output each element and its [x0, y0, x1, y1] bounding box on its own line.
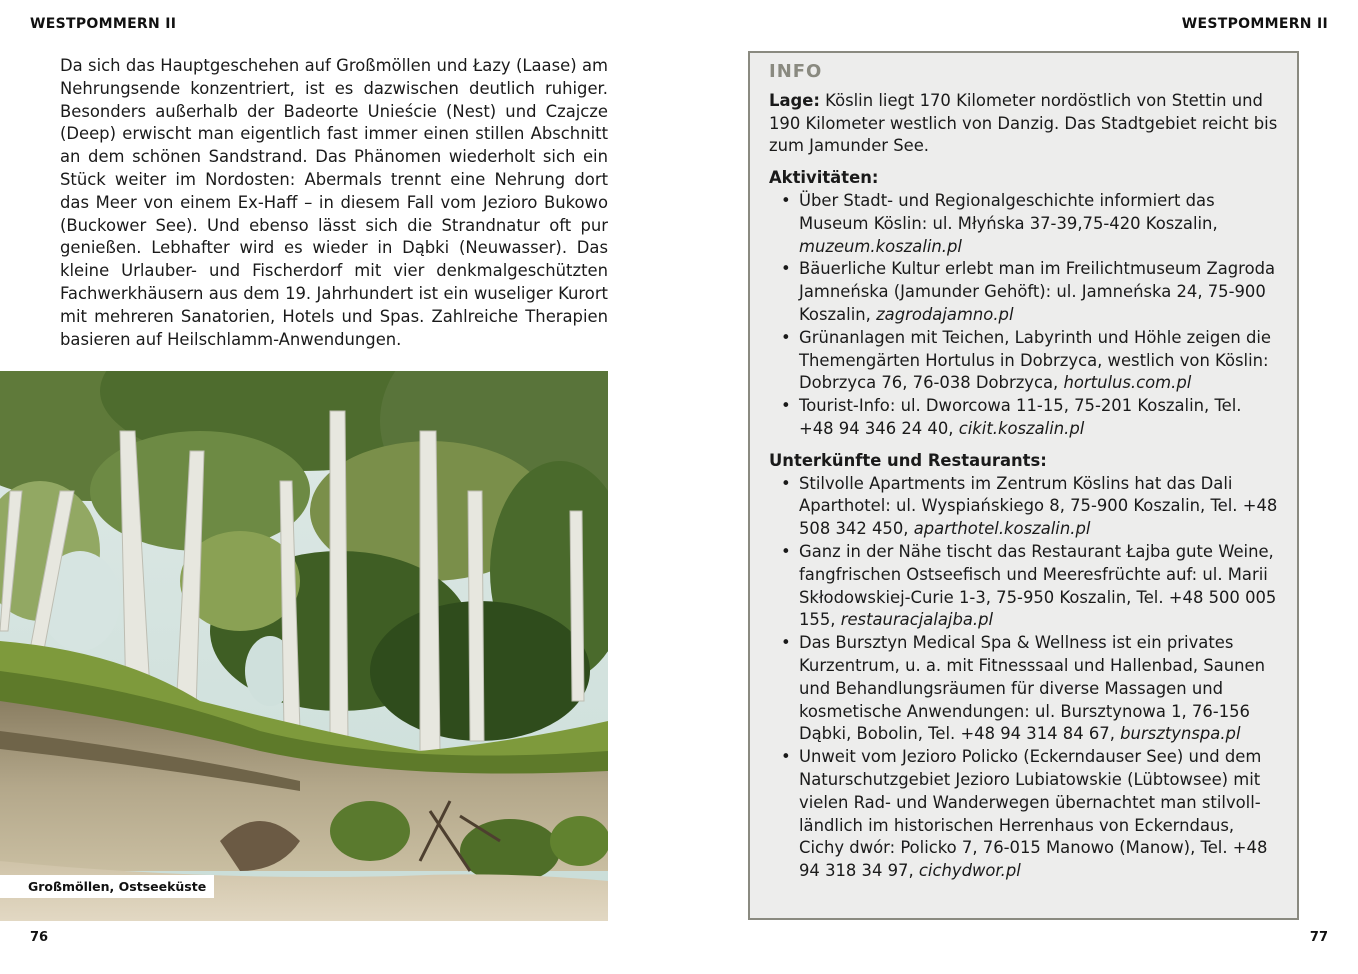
unterkuenfte-heading: Unterkünfte und Restaurants: [769, 450, 1047, 470]
unterkuenfte-list [769, 473, 1279, 883]
web-link[interactable]: restauracjalajba.pl [840, 610, 994, 630]
page-number-right: 77 [1309, 930, 1328, 945]
list-item: • Über Stadt- und Regionalgeschichte informiert das Museum Köslin: ul. Młyńska 37-39,75-420 Koszalin, muzeum.koszalin.pl [781, 190, 1218, 256]
aktivitaeten-heading: Aktivitäten: [769, 168, 879, 188]
lage-label: Lage: [769, 90, 820, 110]
info-title: INFO [769, 61, 823, 82]
list-item: • Stilvolle Apartments im Zentrum Köslins hat das Dali Aparthotel: ul. Wyspiańskiego 8, 75-900 Koszalin, Tel. +48 508 342 450, aparthotel.koszalin.pl [781, 473, 1278, 539]
list-item: • Das Bursztyn Medical Spa & Wellness ist ein privates Kurzentrum, u. a. mit Fitnesssaal und Hallenbad, Saunen und Behandlungsräumen für diverse Massagen und kosmetische Anwendungen: ul. Bursztynowa 1, 76-156 Dąbki, Bobolin, Tel. +48 94 314 84 67, bursztynspa.pl [781, 633, 1265, 744]
lage-text: Köslin liegt 170 Kilometer nordöstlich von Stettin und 190 Kilometer westlich von Danzig. Das Stadtgebiet reicht bis zum Jamunder See. [769, 90, 1278, 156]
info-box [748, 51, 1299, 920]
page-number-left: 76 [30, 930, 49, 945]
beach-forest-photo [0, 371, 608, 921]
list-item: • Unweit vom Jezioro Policko (Eckerndauser See) und dem Naturschutzgebiet Jezioro Lubiatowskie (Lübtowsee) mit vielen Rad- und Wanderwegen übernachtet man stilvoll-ländlich im historischen Herrenhaus von Eckerndaus, Cichy dwór: Policko 7, 76-015 Manowo (Manow), Tel. +48 94 318 34 97, cichydwor.pl [781, 747, 1268, 881]
list-item: • Ganz in der Nähe tischt das Restaurant Łajba gute Weine, fangfrischen Ostseefisch und Meeresfrüchte auf: ul. Marii Skłodowskiej-Curie 1-3, 75-950 Koszalin, Tel. +48 500 005 155, restauracjalajba.pl [781, 541, 1277, 630]
info-lage [769, 90, 1279, 158]
web-link[interactable]: cikit.koszalin.pl [958, 418, 1085, 438]
running-head-right: WESTPOMMERN II [1181, 16, 1328, 32]
list-item: • Grünanlagen mit Teichen, Labyrinth und Höhle zeigen die Themengärten Hortulus in Dobrzyca, westlich von Köslin: Dobrzyca 76, 76-038 Dobrzyca, hortulus.com.pl [781, 327, 1271, 393]
web-link[interactable]: aparthotel.koszalin.pl [913, 519, 1091, 539]
web-link[interactable]: hortulus.com.pl [1063, 373, 1192, 393]
list-item: • Bäuerliche Kultur erlebt man im Freilichtmuseum Zagroda Jamneńska (Jamunder Gehöft): ul. Jamneńska 24, 75-900 Koszalin, zagrodajamno.pl [781, 259, 1276, 324]
web-link[interactable]: zagrodajamno.pl [876, 304, 1014, 324]
web-link[interactable]: muzeum.koszalin.pl [799, 236, 962, 256]
photo-caption: Großmöllen, Ostseeküste [0, 875, 214, 898]
web-link[interactable]: bursztynspa.pl [1120, 724, 1241, 744]
aktivitaeten-list [769, 190, 1279, 441]
main-body-text: Da sich das Hauptgeschehen auf Großmöllen und Łazy (Laase) am Nehrungsende konzentriert, ist es dazwischen deutlich ruhiger. Besonders außerhalb der Badeorte Unieście (Nest) und Czajcze (Deep) erwischt man eigentlich fast immer einen stillen Abschnitt an dem schönen Sandstrand. Das Phänomen wiederholt sich ein Stück weiter im Nordosten: Abermals trennt eine Nehrung dort das Meer von einem Ex-Haff – in diesem Fall vom Jezioro Bukowo (Buckower See). Und ebenso lässt sich die Strandnatur oft pur genießen. Lebhafter wird es wieder in Dąbki (Neuwasser). Das kleine Urlauber- und Fischerdorf mit vier denkmalgeschützten Fachwerkhäusern aus dem 19. Jahrhundert ist ein wuseliger Kurort mit mehreren Sanatorien, Hotels und Spas. Zahlreiche Therapien basieren auf Heilschlamm-Anwendungen. [60, 56, 608, 349]
running-head-left: WESTPOMMERN II [30, 16, 177, 32]
list-item: • Tourist-Info: ul. Dworcowa 11-15, 75-201 Koszalin, Tel. +48 94 346 24 40, cikit.koszalin.pl [781, 396, 1242, 438]
web-link[interactable]: cichydwor.pl [918, 861, 1021, 881]
